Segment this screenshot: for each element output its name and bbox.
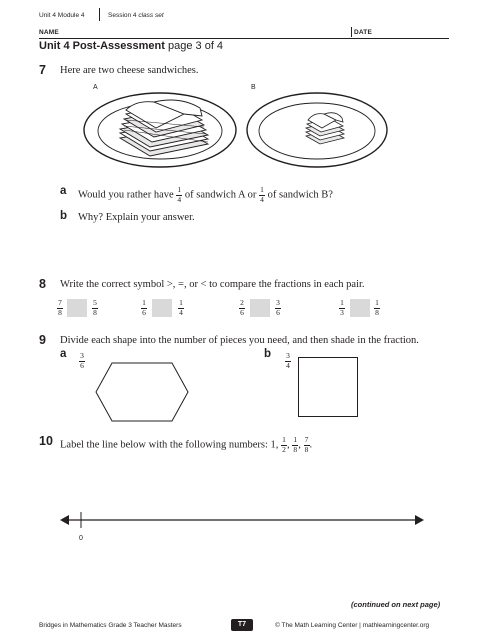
square-shape[interactable] [298, 357, 358, 417]
pair4-left [339, 299, 345, 317]
pair1-answer-box[interactable] [67, 299, 87, 317]
q10-text: Label the line below with the following numbers: 1, $\frac{1}{2}$ , $\frac{1}{8}$ , $\frac{7}{8}$ . [60, 435, 313, 454]
frac-den: 4 [177, 195, 182, 204]
class-set-text: class set [138, 12, 164, 19]
den: 8 [293, 445, 298, 454]
num: 3 [80, 351, 84, 360]
q9a-fraction [79, 352, 85, 370]
den: 2 [282, 445, 286, 454]
q7b-text: Why? Explain your answer. [78, 212, 195, 223]
pair4-answer-box[interactable] [350, 299, 370, 317]
q7a-letter: a [60, 185, 67, 197]
den: 8 [58, 308, 62, 317]
den: 8 [304, 445, 309, 454]
session-text: Session 4 [108, 12, 137, 19]
q9a-letter: a [60, 348, 67, 360]
q9-text: Divide each shape into the number of pieces you need, and then shade in the fraction. [60, 335, 419, 346]
den: 6 [80, 361, 84, 370]
num: 1 [293, 435, 298, 444]
number-line[interactable] [60, 508, 424, 530]
q10-frac-3 [304, 436, 310, 454]
sandwich-b-illustration [244, 86, 390, 174]
q10-number: 10 [39, 434, 53, 448]
title-page: page 3 of 4 [168, 40, 224, 52]
num: 7 [58, 298, 62, 307]
q9b-fraction [285, 352, 291, 370]
den: 6 [240, 308, 244, 317]
date-label: DATE [354, 29, 373, 36]
zero-label: 0 [79, 535, 83, 542]
q7-label-a: A [93, 84, 98, 91]
header-divider [99, 8, 100, 21]
q10-frac-1 [281, 436, 287, 454]
pair4-right [374, 299, 380, 317]
unit-module-label: Unit 4 Module 4 [39, 12, 85, 19]
den: 6 [276, 308, 280, 317]
q8-number: 8 [39, 277, 46, 291]
q7b-letter: b [60, 210, 68, 222]
session-label [108, 12, 164, 19]
page-title [39, 40, 223, 52]
pair1-right [92, 299, 98, 317]
num: 2 [240, 298, 244, 307]
hexagon-shape[interactable] [95, 362, 189, 422]
den: 6 [142, 308, 146, 317]
pair2-left [141, 299, 147, 317]
q7a-text-3: of sandwich B? [267, 189, 333, 201]
num: 3 [286, 351, 290, 360]
q8-text: Write the correct symbol >, =, or < to compare the fractions in each pair. [60, 279, 365, 290]
num: 1 [282, 435, 286, 444]
den: 3 [340, 308, 344, 317]
pair2-answer-box[interactable] [152, 299, 172, 317]
q7a-text-2: of sandwich A or [184, 189, 257, 201]
q7-number: 7 [39, 63, 46, 77]
title-main: Unit 4 Post-Assessment [39, 40, 165, 52]
num: 3 [276, 298, 280, 307]
num: 5 [93, 298, 97, 307]
footer-right: © The Math Learning Center | mathlearningcenter.org [275, 622, 430, 629]
frac-num: 1 [177, 185, 182, 194]
den: 8 [93, 308, 97, 317]
date-divider [351, 27, 352, 37]
pair1-left [57, 299, 63, 317]
q7a-text [78, 186, 333, 204]
q10-text-main: Label the line below with the following numbers: 1, [60, 439, 279, 451]
num: 7 [304, 435, 309, 444]
q7a-fraction-a [176, 186, 182, 204]
sandwich-a-illustration [80, 86, 240, 174]
name-label: NAME [39, 29, 59, 36]
q9b-letter: b [264, 348, 272, 360]
pair3-right [275, 299, 281, 317]
num: 1 [142, 298, 146, 307]
pair2-right [178, 299, 184, 317]
frac-den: 4 [260, 195, 264, 204]
q7a-text-1: Would you rather have [78, 189, 174, 201]
num: 1 [375, 298, 379, 307]
q10-frac-2 [292, 436, 298, 454]
q7-label-b: B [251, 84, 256, 91]
q9-number: 9 [39, 333, 46, 347]
q7a-fraction-b [259, 186, 265, 204]
num: 1 [340, 298, 344, 307]
den: 8 [375, 308, 379, 317]
den: 4 [179, 308, 183, 317]
pair3-left [239, 299, 245, 317]
den: 4 [286, 361, 290, 370]
q7-text: Here are two cheese sandwiches. [60, 65, 199, 76]
frac-num: 1 [260, 185, 264, 194]
num: 1 [179, 298, 183, 307]
pair3-answer-box[interactable] [250, 299, 270, 317]
name-line [39, 38, 449, 39]
continued-note: (continued on next page) [351, 600, 441, 609]
page-badge: T7 [231, 619, 253, 631]
footer-left: Bridges in Mathematics Grade 3 Teacher Masters [39, 622, 182, 629]
